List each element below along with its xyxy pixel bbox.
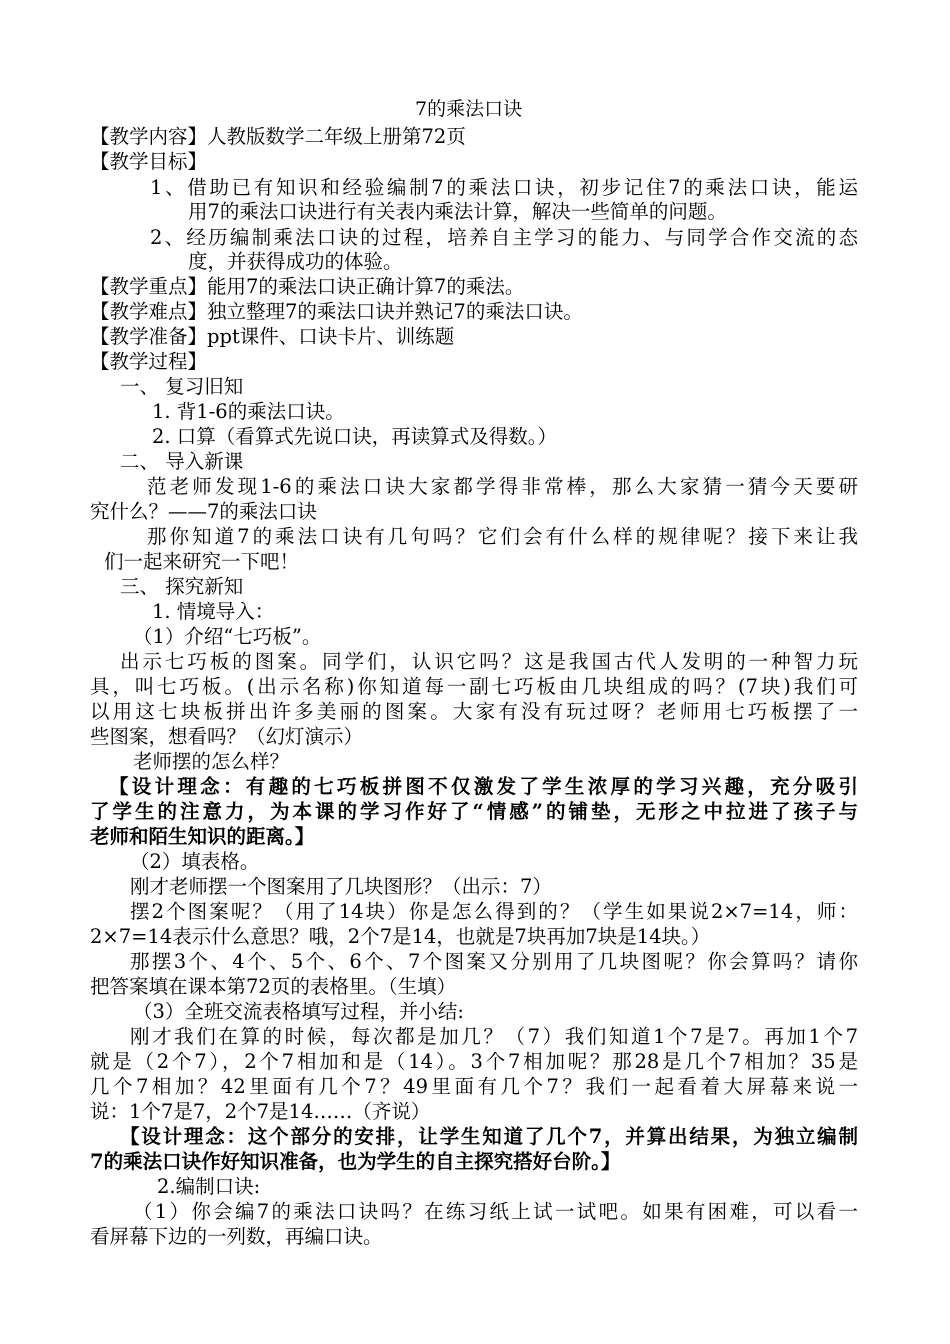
objective-2-line-1: 2、经历编制乘法口诀的过程，培养自主学习的能力、与同学合作交流的态: [150, 226, 858, 249]
step-one-item-2: 2. 口算（看算式先说口诀，再读算式及得数。）: [152, 425, 558, 448]
section-content: 【教学内容】人教版数学二年级上册第72页: [90, 125, 466, 148]
tangram-para-line-3: 以用这七块板拼出许多美丽的图案。大家有没有玩过呀？老师用七巧板摆了一: [90, 700, 858, 723]
design-note-1-line-2: 了学生的注意力，为本课的学习作好了“情感”的铺垫，无形之中拉进了孩子与: [90, 800, 858, 823]
tangram-para-line-1: 出示七巧板的图案。同学们，认识它吗？这是我国古代人发明的一种智力玩: [120, 650, 858, 673]
intro-para-1-line-2: 究什么？——7的乘法口诀: [90, 500, 317, 523]
section-preparation: 【教学准备】ppt课件、口诀卡片、训练题: [90, 325, 455, 348]
fill-table-heading: （2）填表格。: [130, 850, 260, 873]
compose-line-1: （1）你会编7的乘法口诀吗？在练习纸上试一试吧。如果有困难，可以看一: [133, 1200, 858, 1223]
teacher-question: 老师摆的怎么样？: [133, 750, 290, 773]
intro-para-2-line-1: 那你知道7的乘法口诀有几句吗？它们会有什么样的规律呢？接下来让我: [147, 525, 858, 548]
step-one-heading: 一、 复习旧知: [120, 375, 244, 398]
design-note-2-line-2: 7的乘法口诀作好知识准备，也为学生的自主探究搭好台阶。】: [90, 1150, 621, 1173]
compose-heading: 2.编制口诀:: [157, 1175, 261, 1198]
scenario-heading: 1. 情境导入：: [152, 600, 275, 623]
summary-heading: （3）全班交流表格填写过程，并小结:: [133, 1000, 464, 1023]
section-key-point: 【教学重点】能用7的乘法口诀正确计算7的乘法。: [90, 275, 525, 298]
fill-table-line-3: 2×7=14表示什么意思？哦，2个7是14，也就是7块再加7块是14块。）: [90, 925, 711, 948]
intro-para-2-line-2: 们一起来研究一下吧！: [104, 550, 300, 573]
section-process: 【教学过程】: [90, 350, 208, 373]
step-two-heading: 二、 导入新课: [120, 450, 244, 473]
design-note-1-line-1: 【设计理念：有趣的七巧板拼图不仅激发了学生浓厚的学习兴趣，充分吸引: [109, 775, 858, 798]
compose-line-2: 看屏幕下边的一列数，再编口诀。: [90, 1225, 383, 1248]
tangram-para-line-4: 些图案，想看吗？（幻灯演示）: [90, 725, 364, 748]
tangram-para-line-2: 具，叫七巧板。(出示名称)你知道每一副七巧板由几块组成的吗？(7块)我们可: [90, 675, 858, 698]
fill-table-line-2: 摆2个图案呢？（用了14块）你是怎么得到的？（学生如果说2×7=14，师：: [130, 900, 858, 923]
objective-1-line-1: 1、借助已有知识和经验编制7的乘法口诀，初步记住7的乘法口诀，能运: [150, 176, 858, 199]
fill-table-line-4: 那摆3个、4个、5个、6个、7个图案又分别用了几块图呢？你会算吗？请你: [130, 950, 858, 973]
tangram-intro-heading: （1）介绍“七巧板”。: [133, 625, 322, 648]
summary-line-1: 刚才我们在算的时候，每次都是加几？（7）我们知道1个7是7。再加1个7: [130, 1025, 858, 1048]
fill-table-line-1: 刚才老师摆一个图案用了几块图形？（出示：7）: [130, 875, 552, 898]
design-note-2-line-1: 【设计理念：这个部分的安排，让学生知道了几个7，并算出结果，为独立编制: [120, 1125, 858, 1148]
step-three-heading: 三、 探究新知: [120, 575, 244, 598]
objective-2-line-2: 度，并获得成功的体验。: [188, 250, 403, 273]
intro-para-1-line-1: 范老师发现1-6的乘法口诀大家都学得非常棒，那么大家猜一猜今天要研: [147, 475, 858, 498]
fill-table-line-5: 把答案填在课本第72页的表格里。（生填）: [90, 975, 457, 998]
summary-line-2: 就是（2个7），2个7相加和是（14）。3个7相加呢？那28是几个7相加？35是: [90, 1050, 858, 1073]
summary-line-3: 几个7相加？42里面有几个7？49里面有几个7？我们一起看着大屏幕来说一: [90, 1075, 858, 1098]
section-difficulty: 【教学难点】独立整理7的乘法口诀并熟记7的乘法口诀。: [90, 300, 583, 323]
section-objectives: 【教学目标】: [90, 150, 208, 173]
step-one-item-1: 1. 背1-6的乘法口诀。: [152, 400, 345, 423]
objective-1-line-2: 用7的乘法口诀进行有关表内乘法计算，解决一些简单的问题。: [188, 200, 727, 223]
document-title: 7的乘法口诀: [415, 98, 523, 120]
design-note-1-line-3: 老师和陌生知识的距离。】: [90, 825, 315, 848]
summary-line-4: 说：1个7是7，2个7是14……（齐说）: [90, 1100, 431, 1123]
